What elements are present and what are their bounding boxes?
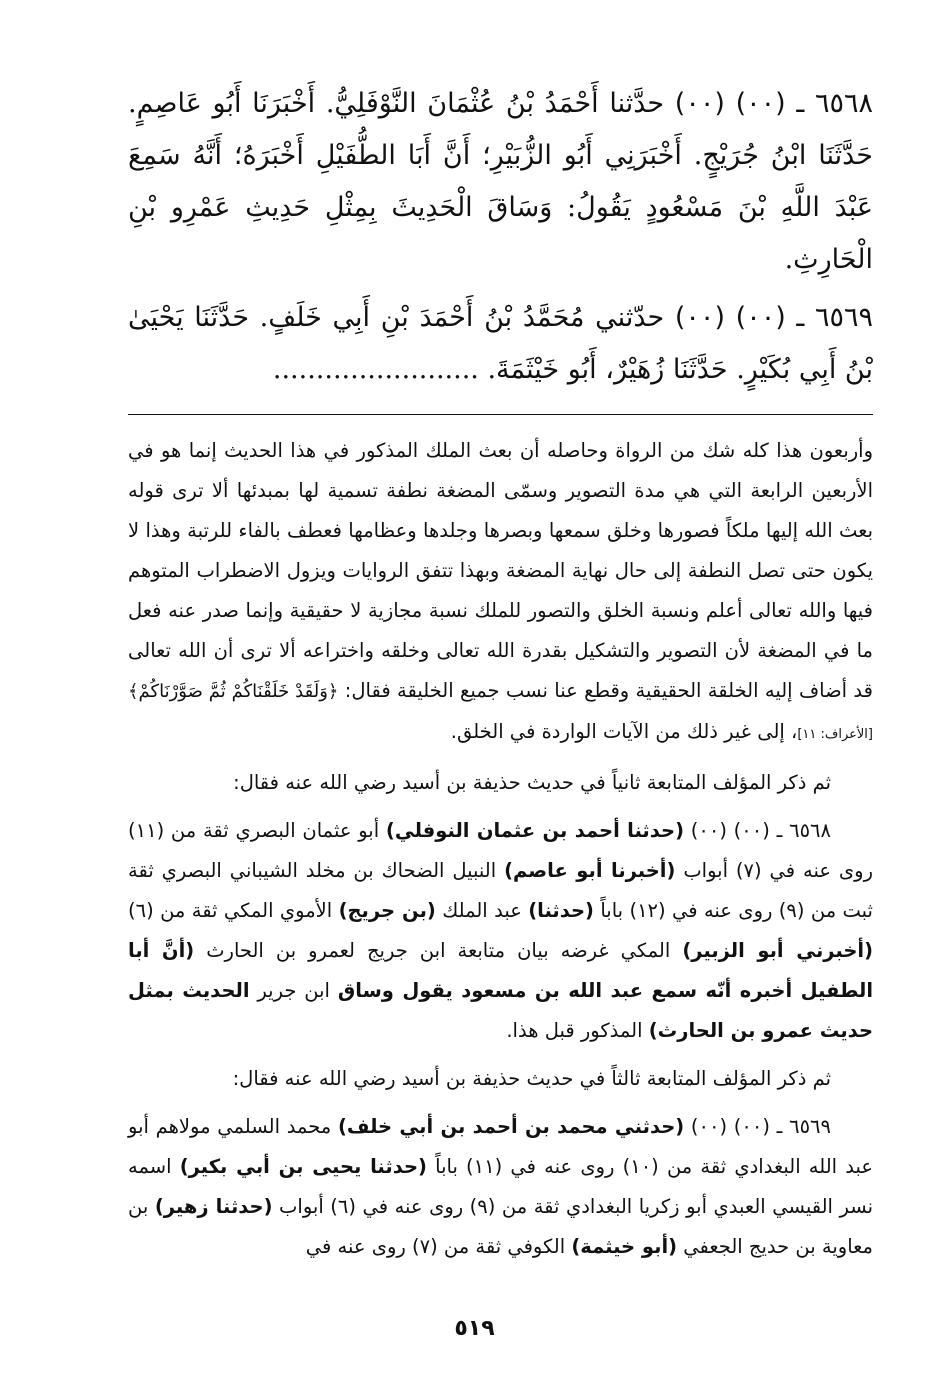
- quran-reference: [الأعراف: ١١]: [797, 727, 873, 742]
- commentary-paragraph-6569: ٦٥٦٩ ـ (٠٠) (٠٠) (حدثني محمد بن أحمد بن أبي خلف) محمد السلمي مولاهم أبو عبد الله البغدادي ثقة من (١٠) روى عنه في (١١) باباً (حدثنا يحيى بن أبي بكير) اسمه نسر القيسي العبدي أبو زكريا البغدادي ثقة من (٩) روى عنه في (٦) أبواب (حدثنا زهير) بن معاوية بن حديج الجعفي (أبو خيثمة) الكوفي ثقة من (٧) روى عنه في: [128, 1115, 874, 1258]
- book-page: [128, 78, 873, 1267]
- hadith-text: حدّثني مُحَمَّدُ بْنُ أَحْمَدَ بْنِ أَبِي خَلَفٍ. حَدَّثَنَا يَحْيَىٰ بْنُ أَبِي بُكَيْرٍ. حَدَّثَنَا زُهَيْرٌ، أَبُو خَيْثَمَةَ. ........................: [128, 302, 873, 385]
- page-number: ٥١٩: [454, 1316, 495, 1341]
- hadith-6568: [128, 78, 873, 286]
- commentary-intro-2: ثم ذكر المؤلف المتابعة ثانياً في حديث حذيفة بن أسيد رضي الله عنه فقال:: [233, 771, 831, 794]
- separator-line: [128, 414, 873, 415]
- hadith-number: ٦٥٦٩ ـ (٠٠) (٠٠): [674, 302, 874, 333]
- hadith-text: حدَّثنا أَحْمَدُ بْنُ عُثْمَانَ النَّوْفَلِيُّ. أَخْبَرَنَا أَبُو عَاصِمٍ. حَدَّثَنَا ابْنُ جُرَيْجٍ. أَخْبَرَنِي أَبُو الزُّبَيْرِ؛ أَنَّ أَبَا الطُّفَيْلِ أَخْبَرَهُ؛ أَنَّهُ سَمِعَ عَبْدَ اللَّهِ بْنَ مَسْعُودٍ يَقُولُ: وَسَاقَ الْحَدِيثَ بِمِثْلِ حَدِيثِ عَمْرِو بْنِ الْحَارِثِ.: [128, 88, 873, 275]
- commentary-paragraph-1: وأربعون هذا كله شك من الرواة وحاصله أن بعث الملك المذكور في هذا الحديث إنما هو في الأربعين الرابعة التي هي مدة التصوير وسمّى المضغة نطفة تسمية لها بمبدئها ألا ترى قوله بعث الله إليها ملكاً فصورها وخلق سمعها وبصرها وجلدها وعظامها فعطف بالفاء للرتبة وهذا لا يكون حتى تصل النطفة إلى حال نهاية المضغة وبهذا تتفق الروايات ويزول الاضطراب المتوهم فيها والله تعالى أعلم ونسبة الخلق والتصور للملك نسبة مجازية لا حقيقية وإنما صدر عنه فعل ما في المضغة لأن التصوير والتشكيل بقدرة الله تعالى وخلقه واختراعه ألا ترى أن الله تعالى قد أضاف إليه الخلقة الحقيقية وقطع عنا نسب جميع الخليقة فقال: ﴿وَلَقَدْ خَلَقْنَاكُمْ ثُمَّ صَوَّرْنَاكُمْ﴾ [الأعراف: ١١]، إلى غير ذلك من الآيات الواردة في الخلق.: [128, 439, 873, 743]
- hadith-number: ٦٥٦٨ ـ (٠٠) (٠٠): [674, 88, 873, 119]
- commentary-paragraph-6568: ٦٥٦٨ ـ (٠٠) (٠٠) (حدثنا أحمد بن عثمان النوفلي) أبو عثمان البصري ثقة من (١١) روى عنه في (٧) أبواب (أخبرنا أبو عاصم) النبيل الضحاك بن مخلد الشيباني البصري ثقة ثبت من (٩) روى عنه في (١٢) باباً (حدثنا) عبد الملك (بن جريج) الأموي المكي ثقة من (٦) (أخبرني أبو الزبير) المكي غرضه بيان متابعة ابن جريج لعمرو بن الحارث (أنَّ أبا الطفيل أخبره أنّه سمع عبد الله بن مسعود يقول وساق ابن جرير الحديث بمثل حديث عمرو بن الحارث) المذكور قبل هذا.: [128, 819, 874, 1042]
- commentary-intro-3: ثم ذكر المؤلف المتابعة ثالثاً في حديث حذيفة بن أسيد رضي الله عنه فقال:: [232, 1067, 831, 1090]
- quran-verse: ﴿وَلَقَدْ خَلَقْنَاكُمْ ثُمَّ صَوَّرْنَاكُمْ﴾: [128, 681, 339, 702]
- hadith-6569: [128, 292, 873, 396]
